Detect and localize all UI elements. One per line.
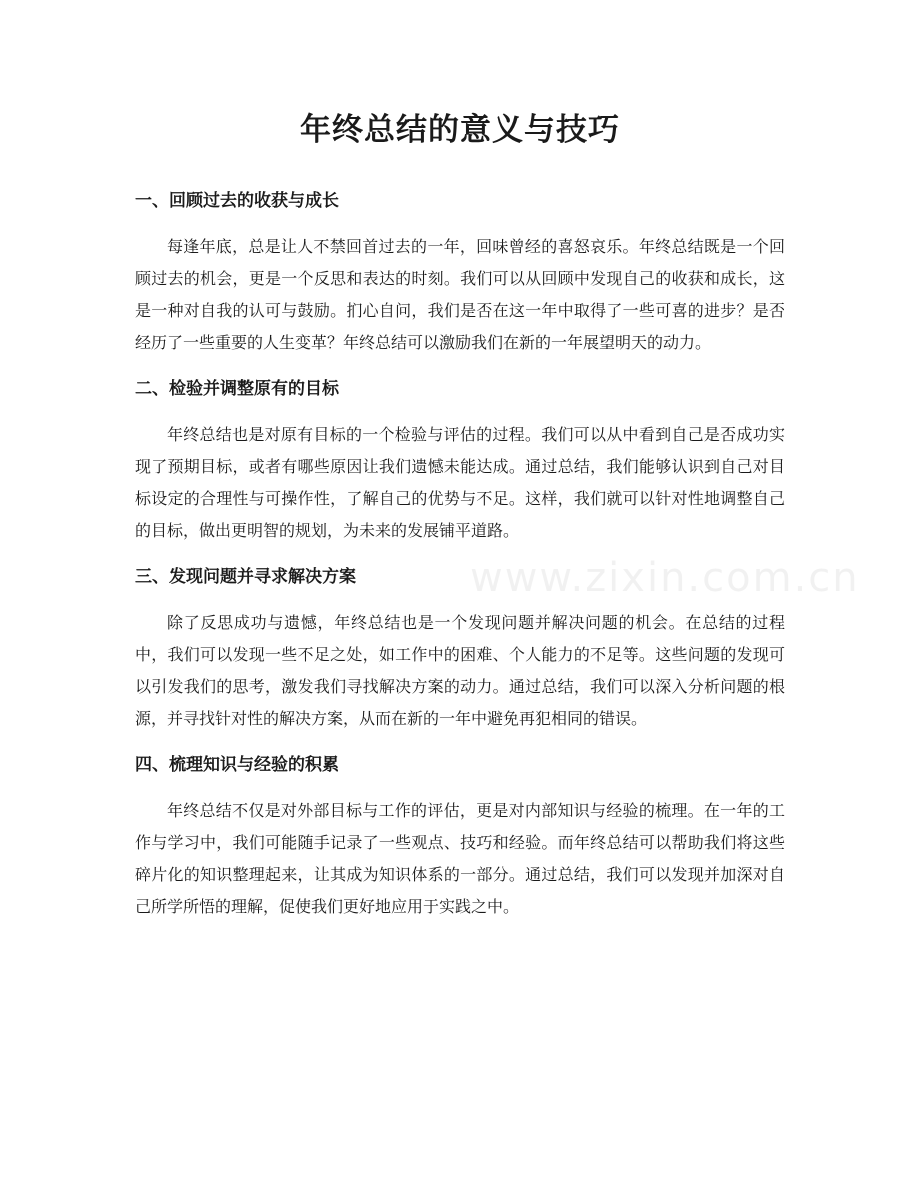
section-2 <box>135 373 785 547</box>
section-paragraph: 除了反思成功与遗憾，年终总结也是一个发现问题并解决问题的机会。在总结的过程中，我们可以发现一些不足之处，如工作中的困难、个人能力的不足等。这些问题的发现可以引发我们的思考，激发我们寻找解决方案的动力。通过总结，我们可以深入分析问题的根源，并寻找针对性的解决方案，从而在新的一年中避免再犯相同的错误。 <box>135 613 785 728</box>
section-heading: 二、检验并调整原有的目标 <box>135 379 339 399</box>
section-3 <box>135 561 785 735</box>
section-paragraph: 年终总结也是对原有目标的一个检验与评估的过程。我们可以从中看到自己是否成功实现了预期目标，或者有哪些原因让我们遗憾未能达成。通过总结，我们能够认识到自己对目标设定的合理性与可操作性，了解自己的优势与不足。这样，我们就可以针对性地调整自己的目标，做出更明智的规划，为未来的发展铺平道路。 <box>135 425 785 540</box>
section-4 <box>135 749 785 923</box>
document-body <box>135 185 785 937</box>
page-title: 年终总结的意义与技巧 <box>300 112 620 148</box>
section-heading: 四、梳理知识与经验的积累 <box>135 755 339 775</box>
watermark-text: www.zixin.com.cn <box>470 555 860 601</box>
section-heading: 一、回顾过去的收获与成长 <box>135 191 339 211</box>
section-paragraph: 年终总结不仅是对外部目标与工作的评估，更是对内部知识与经验的梳理。在一年的工作与学习中，我们可能随手记录了一些观点、技巧和经验。而年终总结可以帮助我们将这些碎片化的知识整理起来，让其成为知识体系的一部分。通过总结，我们可以发现并加深对自己所学所悟的理解，促使我们更好地应用于实践之中。 <box>135 801 785 916</box>
section-1 <box>135 185 785 359</box>
section-paragraph: 每逢年底，总是让人不禁回首过去的一年，回味曾经的喜怒哀乐。年终总结既是一个回顾过去的机会，更是一个反思和表达的时刻。我们可以从回顾中发现自己的收获和成长，这是一种对自我的认可与鼓励。扪心自问，我们是否在这一年中取得了一些可喜的进步？是否经历了一些重要的人生变革？年终总结可以激励我们在新的一年展望明天的动力。 <box>135 237 785 352</box>
section-heading: 三、发现问题并寻求解决方案 <box>135 567 356 587</box>
